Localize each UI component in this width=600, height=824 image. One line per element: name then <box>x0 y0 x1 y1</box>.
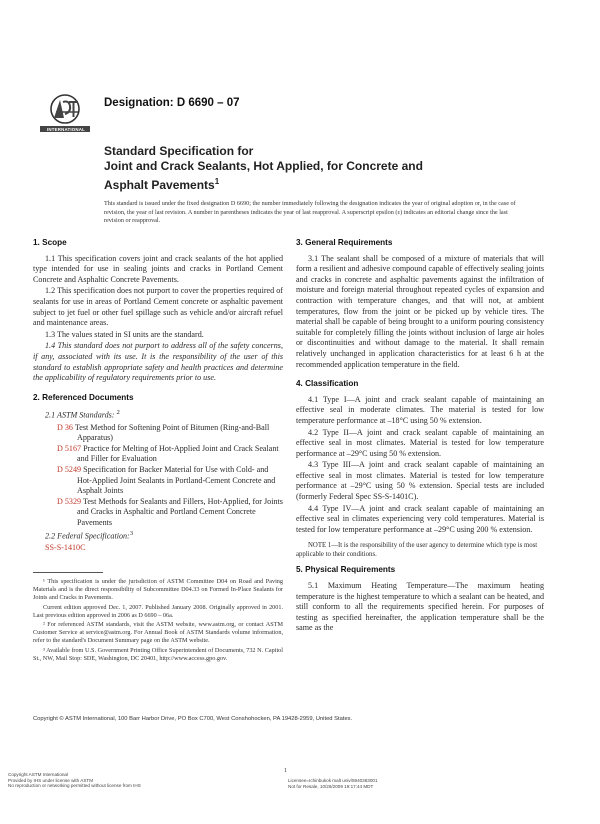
note-1: NOTE 1—It is the responsibility of the user agency to determine which type is most applicable to their conditions. <box>296 542 538 559</box>
footnote-1: ¹ This specification is under the jurisdiction of ASTM Committee D04 on Road and Paving Materials and is the direct responsibility of Subcommittee D04.33 on Formed In-Place Sealants for Joints and Cracks in Pavements. <box>33 578 283 602</box>
reference-text: Test Methods for Sealants and Fillers, Hot-Applied, for Joints and Cracks in Asphaltic and Portland Cement Concrete Pavements <box>77 496 283 527</box>
reference-code-link[interactable]: D 5167 <box>57 443 82 453</box>
para-2-1-sup: 2 <box>116 409 120 417</box>
physical-requirements-heading: 5. Physical Requirements <box>296 565 396 575</box>
referenced-documents-heading: 2. Referenced Documents <box>33 392 134 402</box>
title-footnote-mark: 1 <box>214 177 220 186</box>
designation: Designation: D 6690 – 07 <box>104 97 240 109</box>
para-5-1: 5.1 Maximum Heating Temperature—The maximum heating temperature is the highest temperature to which a sealant can be heated, and still conform to all the requirements specified herein. For purposes of testing as specified hereinafter, the application temperature shall be the same as the <box>296 581 544 633</box>
para-1-1: 1.1 This specification covers joint and crack sealants of the hot applied type intended for use in sealing joints and cracks in Portland Cement Concrete and Asphaltic Concrete Pavements. <box>33 253 283 284</box>
document-title <box>104 144 544 193</box>
license-right <box>288 778 378 789</box>
title-line-2: Joint and Crack Sealants, Hot Applied, for Concrete and <box>104 159 423 173</box>
para-2-2-text: 2.2 Federal Specification: <box>45 531 130 541</box>
reference-code-link[interactable]: D 5329 <box>57 496 82 506</box>
footnote-divider <box>33 572 103 573</box>
para-2-1 <box>33 408 283 421</box>
para-4-2: 4.2 Type II—A joint and crack sealant capable of maintaining an effective seal in most climates. Material is tested for low temperature performance at –29°C using 50 % extension. <box>296 427 544 458</box>
para-1-3: 1.3 The values stated in SI units are the standard. <box>45 329 204 339</box>
license-left-line: No reproduction or networking permitted without license from IHS <box>8 783 141 789</box>
footnotes <box>33 578 283 664</box>
logo-text: INTERNATIONAL <box>46 127 86 132</box>
title-line-3 <box>104 174 544 193</box>
right-column <box>296 238 544 635</box>
license-left <box>8 772 141 789</box>
copyright-line: Copyright © ASTM International, 100 Barr Harbor Drive, PO Box C700, West Conshohocken, PA 19428-2959, United States. <box>33 716 353 722</box>
scope-heading: 1. Scope <box>33 238 67 247</box>
footnote-1b: Current edition approved Dec. 1, 2007. Published January 2008. Originally approved in 2001. Last previous edition approved in 2006 as D 6690 – 06a. <box>33 603 283 619</box>
para-3-1: 3.1 The sealant shall be composed of a mixture of materials that will form a resilient and adhesive compound capable of effectively sealing joints and cracks in concrete and asphaltic pavements against the infiltration of moisture and foreign material throughout repeated cycles of expansion and contraction with temperature changes, and that will not, at ambient temperatures, flow from the joint or be picked up by vehicle tires. The material shall be capable of being brought to a uniform pouring consistency suitable for completely filling the joints without inclusion of large air holes or discontinuities and without damage to the material. It shall remain relatively unchanged in application characteristics for at least 6 h at the recommended application temperature in the field. <box>296 253 544 369</box>
reference-item[interactable] <box>53 465 283 497</box>
issued-note: This standard is issued under the fixed designation D 6690; the number immediately following the designation indicates the year of original adoption or, in the case of revision, the year of last revision. A number in parentheses indicates the year of last reapproval. A superscript epsilon (ε) indicates an editorial change since the last revision or reapproval. <box>104 200 516 225</box>
para-4-3: 4.3 Type III—A joint and crack sealant capable of maintaining an effective seal in most climates. Material is tested for low temperature performance at –29°C using 50 % extension. Special tests are included (formerly Federal Spec SS-S-1401C). <box>296 460 544 502</box>
classification-heading: 4. Classification <box>296 379 359 389</box>
general-requirements-heading: 3. General Requirements <box>296 238 393 247</box>
left-column <box>33 238 283 554</box>
license-left-line: Provided by IHS under license with ASTM <box>8 777 94 783</box>
license-left-line: Copyright ASTM International <box>8 772 69 777</box>
para-2-2 <box>33 529 283 542</box>
reference-code-link[interactable]: D 5249 <box>57 464 82 474</box>
para-4-4: 4.4 Type IV—A joint and crack sealant capable of maintaining an effective seal in climates experiencing very cold temperatures. Material is tested for low temperature performance at –29°C using 200 % extension. <box>296 503 544 534</box>
para-4-1: 4.1 Type I—A joint and crack sealant capable of maintaining an effective seal in moderate climates. The material is tested for low temperature performance at –18°C using 50 % extension. <box>296 394 544 425</box>
para-2-1-text: 2.1 ASTM Standards: <box>45 411 115 420</box>
title-line-3-text: Asphalt Pavements <box>104 178 215 192</box>
license-right-line: Not for Resale, 10/26/2009 19:17:44 MDT <box>288 783 374 789</box>
para-2-2-sup: 3 <box>129 529 134 537</box>
footnote-3: ³ Available from U.S. Government Printing Office Superintendent of Documents, 732 N. Capitol St., NW, Mail Stop: SDE, Washington, DC 20401, http://www.access.gpo.gov. <box>33 646 283 662</box>
reference-text: Practice for Melting of Hot-Applied Joint and Crack Sealant and Filler for Evaluation <box>77 443 279 464</box>
reference-code-link[interactable]: D 36 <box>57 422 73 432</box>
footnote-2: ² For referenced ASTM standards, visit the ASTM website, www.astm.org, or contact ASTM Customer Service at service@astm.org. For Annual Book of ASTM Standards volume information, refer to the standard's Document Summary page on the ASTM website. <box>33 621 283 645</box>
reference-text: Test Method for Softening Point of Bitumen (Ring-and-Ball Apparatus) <box>74 422 270 443</box>
title-line-1: Standard Specification for <box>104 144 254 158</box>
para-1-4: 1.4 This standard does not purport to address all of the safety concerns, if any, associated with its use. It is the responsibility of the user of this standard to establish appropriate safety and health practices and determine the applicability of regulatory requirements prior to use. <box>33 341 283 383</box>
para-1-2: 1.2 This specification does not purport to cover the properties required of sealants for use in areas of Portland Cement concrete or asphaltic pavement subject to jet fuel or other fuel spillage such as vehicle and/or aircraft refuel and maintenance areas. <box>33 286 283 328</box>
reference-text: Specification for Backer Material for Use with Cold- and Hot-Applied Joint Sealants in Portland-Cement Concrete and Asphalt Joints <box>77 464 276 496</box>
reference-item[interactable] <box>53 444 283 465</box>
reference-item[interactable] <box>53 423 283 444</box>
license-right-line: Licensee=Ichinbukok malt univ/5940363001 <box>288 778 378 783</box>
reference-item[interactable] <box>53 497 283 529</box>
page-number: 1 <box>284 768 287 774</box>
federal-spec-link[interactable]: SS-S-1410C <box>45 542 86 552</box>
